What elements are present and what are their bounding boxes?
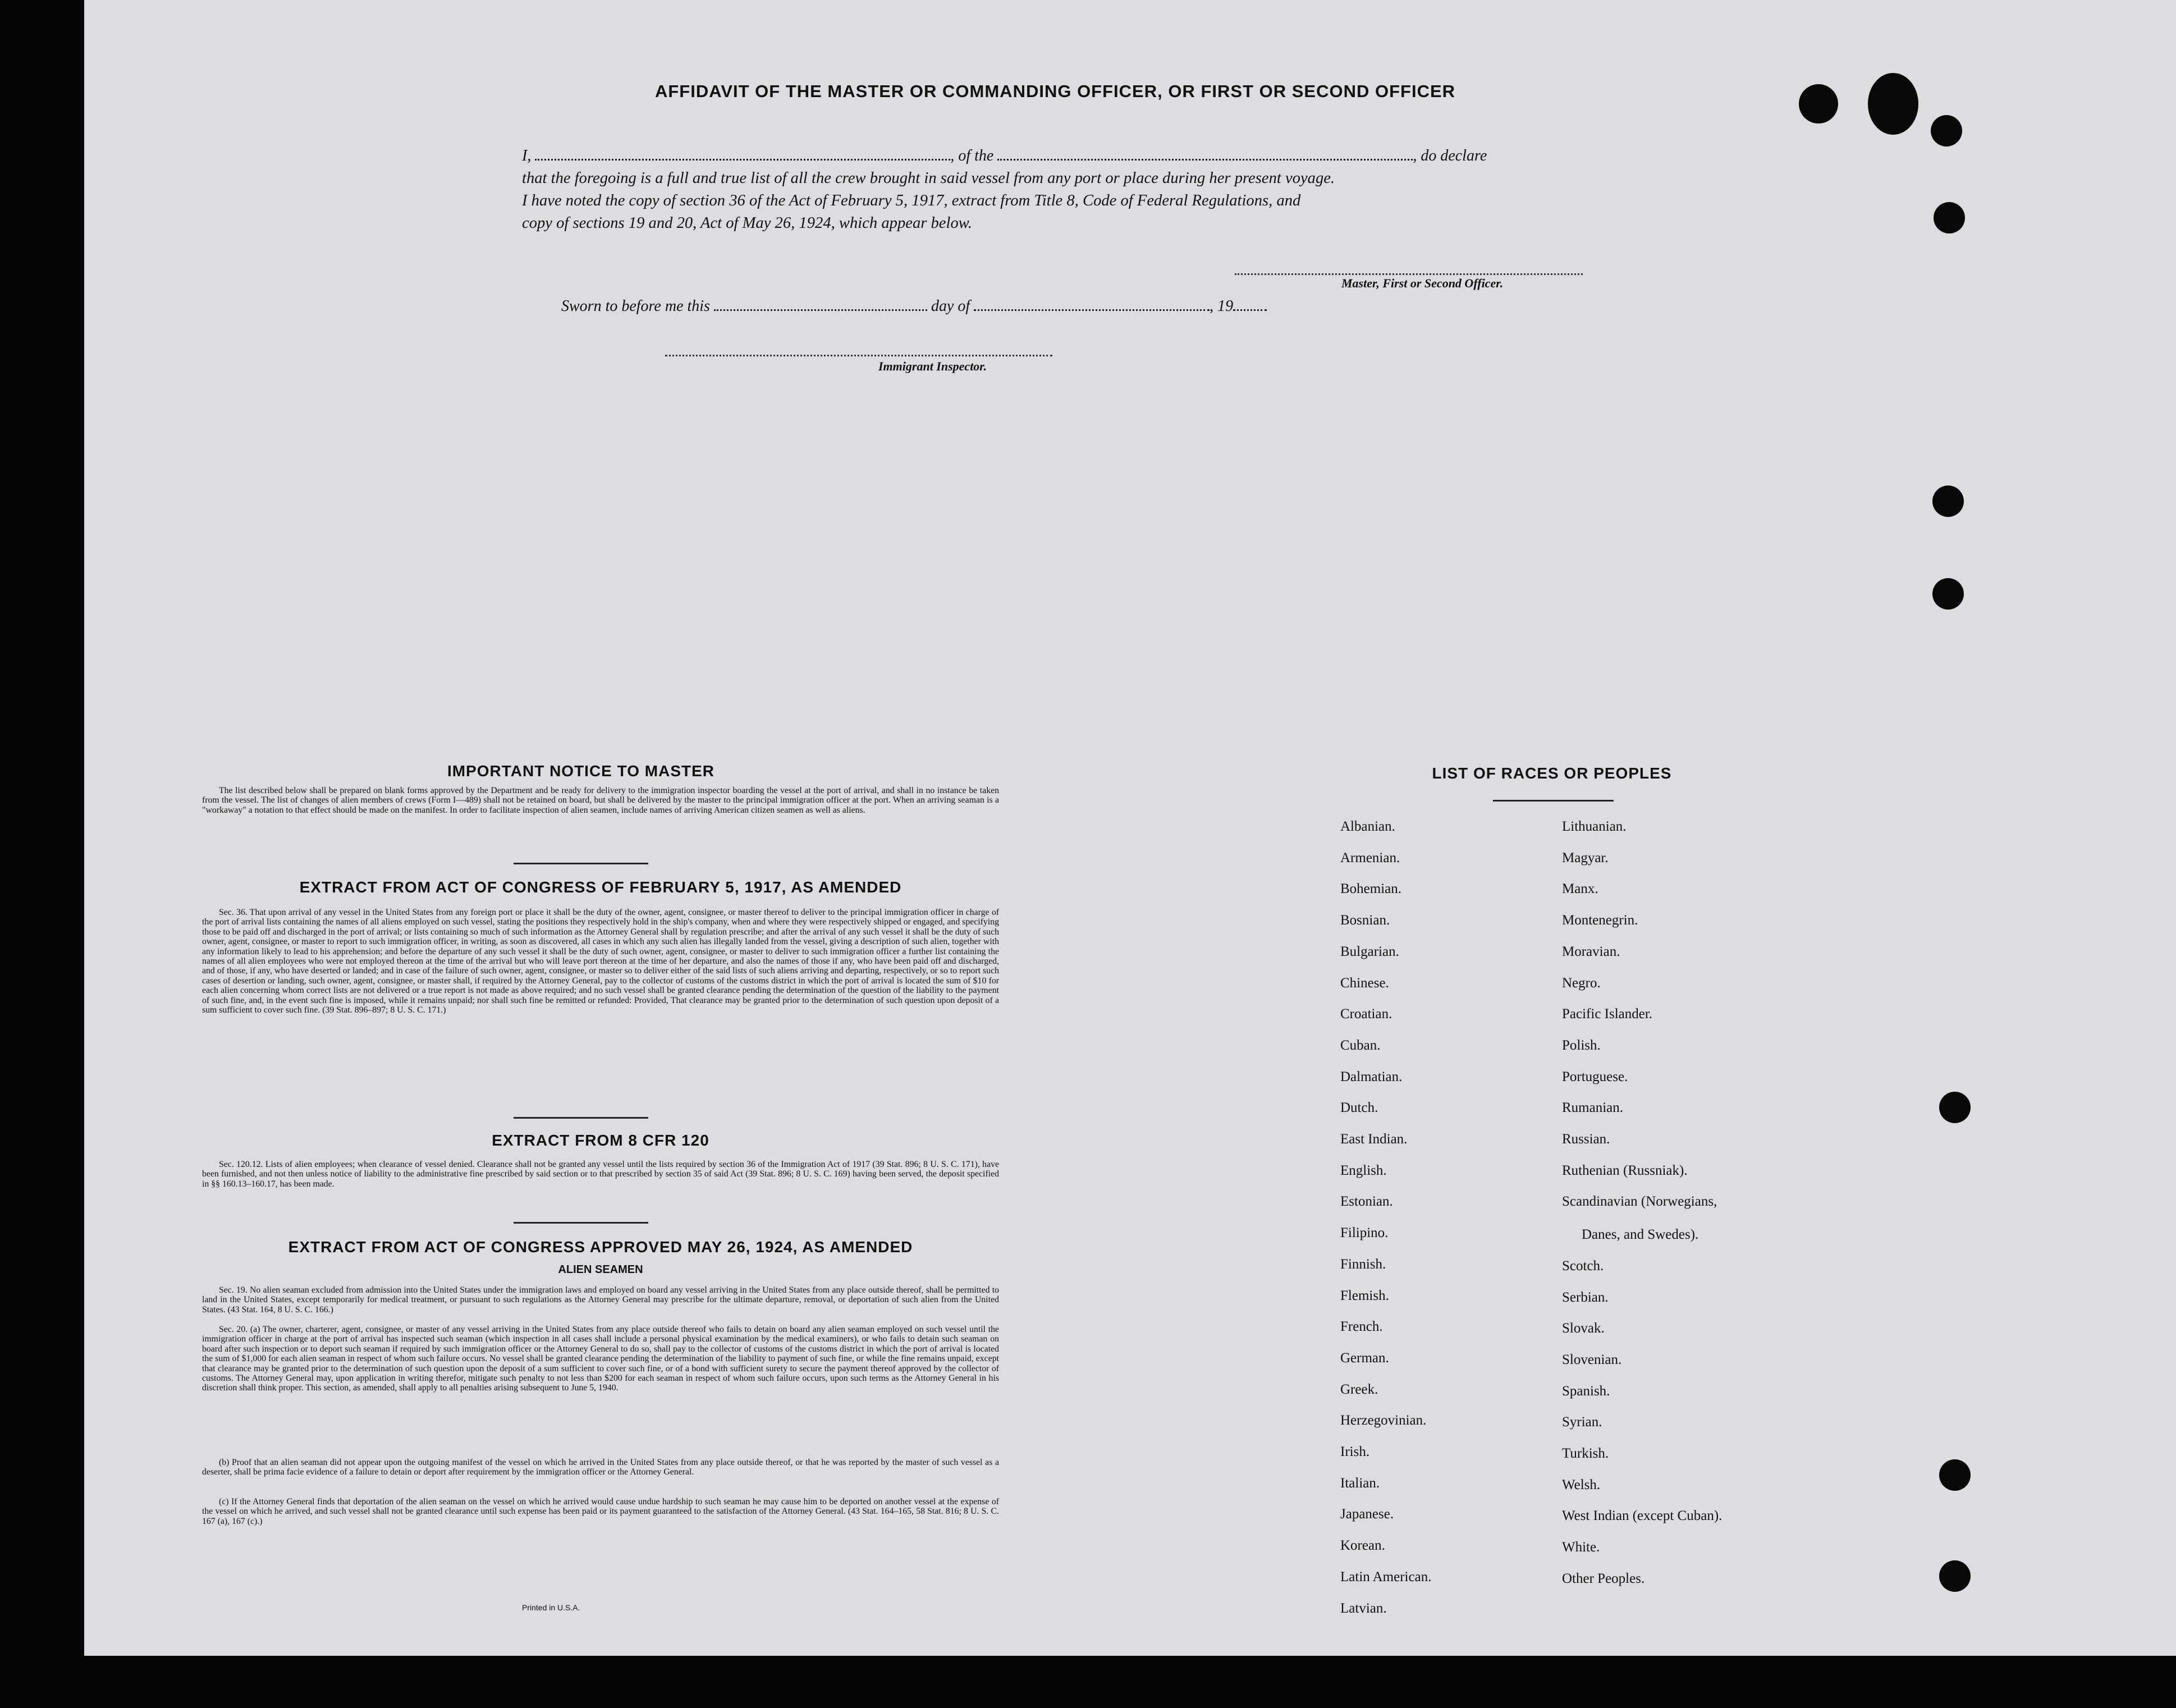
binder-hole xyxy=(1932,578,1964,610)
races-title: LIST OF RACES OR PEOPLES xyxy=(1432,764,1672,782)
name-blank[interactable] xyxy=(535,148,950,161)
race-item: Greek. xyxy=(1340,1381,1378,1397)
affidavit-line-3: I have noted the copy of section 36 of the Act of February 5, 1917, extract from Title 8, Code of Federal Regulations, and xyxy=(522,192,1301,209)
race-item: Bulgarian. xyxy=(1340,944,1399,959)
race-item: Filipino. xyxy=(1340,1225,1389,1241)
race-item: Dutch. xyxy=(1340,1100,1378,1116)
race-item: Ruthenian (Russniak). xyxy=(1562,1162,1688,1178)
race-item: Latin American. xyxy=(1340,1569,1432,1585)
extract-1924-sec20c: (c) If the Attorney General finds that deportation of the alien seaman on the vessel on which he arrived would cause undue hardship to such seaman he may cause him to be deported on another vessel at the expense of the vessel on which he arrived, and such vessel shall not be granted clearance until such expense has been paid or its payment guaranteed to the satisfaction of the Attorney General. (43 Stat. 164–165, 58 Stat. 816; 8 U. S. C. 167 (a), 167 (c).) xyxy=(202,1497,999,1526)
race-item: Syrian. xyxy=(1562,1414,1602,1430)
binder-hole xyxy=(1939,1092,1971,1123)
race-item: Herzegovinian. xyxy=(1340,1413,1427,1428)
race-item: Turkish. xyxy=(1562,1446,1609,1461)
inspector-signature-label: Immigrant Inspector. xyxy=(878,359,987,373)
document-page xyxy=(84,0,2176,1656)
race-item: Manx. xyxy=(1562,881,1598,897)
extract-1924-sec20b: (b) Proof that an alien seaman did not appear upon the outgoing manifest of the vessel on which he arrived in the United States from any place outside thereof, or that he was reported by the master of such vessel as a deserter, shall be prima facie evidence of a failure to detain or deport after requirement by the immigration officer or the Attorney General. xyxy=(202,1458,999,1477)
race-item: Slovenian. xyxy=(1562,1352,1622,1367)
race-item: Scandinavian (Norwegians, xyxy=(1562,1194,1717,1210)
race-item: Russian. xyxy=(1562,1132,1610,1147)
race-item: Latvian. xyxy=(1340,1600,1387,1616)
inspector-signature-line[interactable] xyxy=(665,355,1052,356)
extract-1924-title: EXTRACT FROM ACT OF CONGRESS APPROVED MAY 26, 1924, AS AMENDED xyxy=(288,1238,913,1256)
race-item: West Indian (except Cuban). xyxy=(1562,1508,1723,1524)
race-item: Flemish. xyxy=(1340,1288,1389,1303)
sworn-month-blank[interactable] xyxy=(974,298,1210,311)
race-item: East Indian. xyxy=(1340,1132,1408,1147)
race-item: Armenian. xyxy=(1340,850,1400,866)
sworn-year-blank[interactable] xyxy=(1233,298,1267,311)
race-item: Croatian. xyxy=(1340,1006,1392,1022)
race-item: Bohemian. xyxy=(1340,881,1402,897)
race-item: Negro. xyxy=(1562,975,1601,991)
affidavit-of-the-label: , of the xyxy=(950,147,994,164)
affidavit-line-2: that the foregoing is a full and true list of all the crew brought in said vessel from any port or place during her present voyage. xyxy=(522,170,1335,187)
affidavit-title: AFFIDAVIT OF THE MASTER OR COMMANDING OFFICER, OR FIRST OR SECOND OFFICER xyxy=(654,81,1456,101)
notice-title: IMPORTANT NOTICE TO MASTER xyxy=(447,762,715,780)
binder-hole xyxy=(1931,115,1962,146)
race-item: Serbian. xyxy=(1562,1289,1609,1305)
race-item: Pacific Islander. xyxy=(1562,1006,1653,1022)
affidavit-i-label: I, xyxy=(522,147,532,164)
extract-1917-title: EXTRACT FROM ACT OF CONGRESS OF FEBRUARY 5, 1917, AS AMENDED xyxy=(299,878,902,896)
sworn-line xyxy=(561,297,1267,315)
race-item: Albanian. xyxy=(1340,819,1395,834)
race-item: English. xyxy=(1340,1162,1387,1178)
race-item: Moravian. xyxy=(1562,944,1620,959)
master-signature-label: Master, First or Second Officer. xyxy=(1341,276,1504,290)
affidavit-line-4: copy of sections 19 and 20, Act of May 26, 1924, which appear below. xyxy=(522,214,972,232)
affidavit-declare-label: , do declare xyxy=(1413,147,1487,164)
binder-hole xyxy=(1799,84,1838,123)
divider xyxy=(514,1222,648,1224)
divider xyxy=(514,1117,648,1119)
race-item: French. xyxy=(1340,1319,1383,1335)
race-item: Finnish. xyxy=(1340,1256,1386,1272)
day-of-label: day of xyxy=(931,297,970,315)
race-item: Chinese. xyxy=(1340,975,1389,991)
divider xyxy=(1493,800,1614,802)
race-item: German. xyxy=(1340,1350,1389,1366)
race-item: Slovak. xyxy=(1562,1321,1605,1336)
binder-hole xyxy=(1868,73,1918,135)
binder-hole xyxy=(1932,486,1964,517)
race-item: Bosnian. xyxy=(1340,913,1390,928)
race-item: Magyar. xyxy=(1562,850,1609,866)
race-item: Irish. xyxy=(1340,1444,1370,1459)
race-item: Korean. xyxy=(1340,1538,1385,1554)
race-item: Dalmatian. xyxy=(1340,1069,1403,1084)
alien-seamen-subtitle: ALIEN SEAMEN xyxy=(558,1263,643,1276)
year-label: , 19 xyxy=(1210,297,1234,315)
binder-hole xyxy=(1939,1560,1971,1592)
extract-1924-sec20a: Sec. 20. (a) The owner, charterer, agent, consignee, or master of any vessel arriving in the United States from any place outside thereof who fails to detain on board any alien seaman employed on such vessel until the immigration officer in charge at the port of arrival has inspected such seaman (which inspection in all cases shall include a personal physical examination by the medical examiners), or who fails to detain such seaman on board after such inspection or to deport such seaman if required by such immigration officer or the Attorney General to do so, shall pay to the collector of customs of the customs district in which the port of arrival is located the sum of $1,000 for each alien seaman in respect of whom such failure occurs. No vessel shall be granted clearance pending the determination of the liability to payment of such fine, or while the fine remains unpaid, except that clearance may be granted prior to the determination of such question upon the deposit of a sum sufficient to cover such fine, or of a bond with sufficient surety to secure the payment thereof approved by the collector of customs. The Attorney General may, upon application in writing therefor, mitigate such penalty to not less than $200 for each seaman in respect of whom such failure occurs, upon such terms as the Attorney General in his discretion shall think proper. This section, as amended, shall apply to all penalties arising subsequent to June 5, 1940. xyxy=(202,1325,999,1393)
race-item: Montenegrin. xyxy=(1562,913,1638,928)
race-item: Estonian. xyxy=(1340,1194,1393,1210)
race-item: Rumanian. xyxy=(1562,1100,1624,1116)
extract-1917-body: Sec. 36. That upon arrival of any vessel in the United States from any foreign port or place it shall be the duty of the owner, agent, consignee, or master thereof to deliver to the principal immigration officer in charge of the port of arrival lists containing the names of all aliens employed on such vessel, stating the positions they respectively hold in the ship's company, when and where they were respectively shipped or engaged, and specifying those to be paid off and discharged in the port of arrival; or lists containing so much of such information as the Attorney General shall by regulation prescribe; and after the arrival of any such vessel it shall be the duty of such owner, agent, consignee, or master to report to such immigration officer, in writing, as soon as discovered, all cases in which any such alien has illegally landed from the vessel, giving a description of such alien, together with any information likely to lead to his apprehension; and before the departure of any such vessel it shall be the duty of such owner, agent, consignee, or master to deliver to such immigration officer a further list containing the names of all alien employees who were not employed thereon at the time of the arrival but who will leave port thereon at the time of her departure, and also the names of those if any, who have been paid off and discharged, and of those, if any, who have deserted or landed; and in case of the failure of such owner, agent, consignee, or master so to deliver either of the said lists of such aliens arriving and departing, respectively, or so to report such cases of desertion or landing, such owner, agent, consignee, or master shall, if required by the Attorney General, pay to the collector of customs of the customs district in which the port of arrival is located the sum of $10 for each alien concerning whom correct lists are not delivered or a true report is not made as above required; and no such vessel shall be granted clearance pending the determination of the question of the liability to the payment of such fine, and, in the event such fine is imposed, while it remains unpaid; nor shall such fine be remitted or refunded: Provided, That clearance may be granted prior to the determination of such question upon deposit of a sum sufficient to cover such fine. (39 Stat. 896–897; 8 U. S. C. 171.) xyxy=(202,908,999,1015)
notice-body: The list described below shall be prepared on blank forms approved by the Department and be ready for delivery to the immigration inspector boarding the vessel at the port of arrival, and shall in no instance be taken from the vessel. The list of changes of alien members of crews (Form I—489) shall not be retained on board, but shall be delivered by the master to the principal immigration officer at the port. When an arriving seaman is a "workaway" a notation to that effect should be made on the manifest. In order to facilitate inspection of alien seamen, include names of arriving American citizen seamen as well as aliens. xyxy=(202,786,999,815)
master-signature-line[interactable] xyxy=(1235,273,1583,275)
extract-cfr-body: Sec. 120.12. Lists of alien employees; when clearance of vessel denied. Clearance shall not be granted any vessel until the lists required by section 36 of the Immigration Act of 1917 (39 Stat. 896; 8 U. S. C. 171), have been furnished, and not then unless notice of liability to the administrative fine prescribed by said section or to that prescribed by section 35 of said Act (39 Stat. 896; 8 U. S. C. 169) having been served, the deposit specified in §§ 160.13–160.17, has been made. xyxy=(202,1160,999,1189)
printed-in-usa: Printed in U.S.A. xyxy=(522,1603,580,1612)
race-item: Other Peoples. xyxy=(1562,1570,1645,1586)
race-item: Lithuanian. xyxy=(1562,819,1627,834)
race-item: Spanish. xyxy=(1562,1383,1610,1399)
race-item: Welsh. xyxy=(1562,1477,1601,1492)
extract-1924-sec19: Sec. 19. No alien seaman excluded from admission into the United States under the immigration laws and employed on board any vessel arriving in the United States from any place outside thereof, shall be permitted to land in the United States, except temporarily for medical treatment, or pursuant to such regulations as the Attorney General may prescribe for the ultimate departure, removal, or deportation of such alien from the United States. (43 Stat. 164, 8 U. S. C. 166.) xyxy=(202,1285,999,1315)
divider xyxy=(514,863,648,864)
race-item: Japanese. xyxy=(1340,1506,1394,1522)
race-item: Scotch. xyxy=(1562,1258,1604,1274)
affidavit-line-1 xyxy=(522,147,1487,165)
binder-hole xyxy=(1939,1459,1971,1491)
vessel-blank[interactable] xyxy=(997,148,1413,161)
race-item: Cuban. xyxy=(1340,1037,1381,1053)
extract-cfr-title: EXTRACT FROM 8 CFR 120 xyxy=(492,1132,709,1149)
race-item: Polish. xyxy=(1562,1037,1601,1053)
race-item: Danes, and Swedes). xyxy=(1582,1227,1699,1243)
binder-hole xyxy=(1934,202,1965,233)
race-item: Italian. xyxy=(1340,1475,1380,1491)
sworn-label: Sworn to before me this xyxy=(561,297,710,315)
race-item: White. xyxy=(1562,1540,1600,1555)
sworn-day-blank[interactable] xyxy=(714,298,927,311)
race-item: Portuguese. xyxy=(1562,1069,1628,1084)
